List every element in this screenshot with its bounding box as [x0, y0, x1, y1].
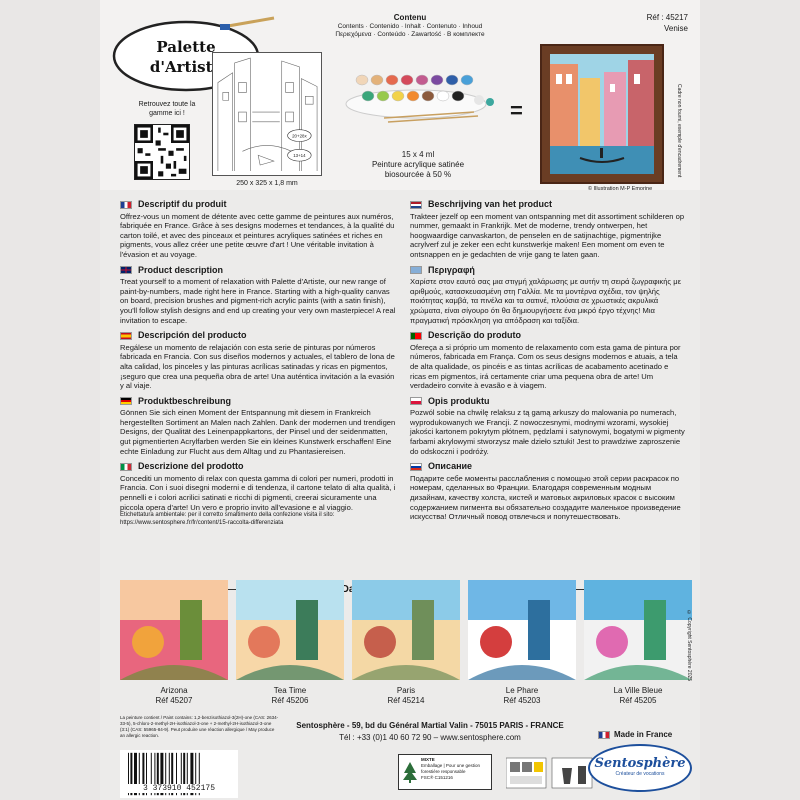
- flag-gr-icon: [410, 266, 422, 274]
- flag-pt-icon: [410, 332, 422, 340]
- collection-caption: [584, 686, 692, 706]
- barcode-number: 3 373910 452175: [120, 784, 238, 793]
- venice-painting-icon: [550, 54, 654, 174]
- flag-es-icon: [120, 332, 132, 340]
- qr-code[interactable]: [134, 124, 190, 180]
- paint-pot: [422, 91, 434, 101]
- reference-title: Venise: [663, 24, 688, 33]
- painting-icon: [120, 580, 228, 680]
- collection-thumbnail[interactable]: [584, 580, 692, 680]
- collection-ref: Réf 45207: [155, 696, 193, 705]
- description-text: Offrez-vous un moment de détente avec cette gamme de peintures aux numéros, fabriquée en France. Grâce à ses designs modernes et tendances, à la qualité du carton toilé, et avec des pinceaux et peintures acryliques satinées et riches en pigments, vous allez créer une petite œuvre d'art ! Une véritable invitation à l'évasion et au voyage.: [120, 211, 395, 259]
- fsc-title: MIXTE: [421, 757, 435, 762]
- description-heading: [120, 331, 396, 341]
- paint-qty: 15 x 4 ml: [401, 150, 435, 159]
- paint-pot: [377, 91, 389, 101]
- descriptions-right-column: [410, 200, 686, 528]
- description-en: [120, 266, 396, 326]
- flag-en-icon: [120, 266, 132, 274]
- sentosphere-logo: [588, 744, 692, 792]
- paint-pot: [386, 75, 398, 85]
- painting-icon: [468, 580, 576, 680]
- description-title: Produktbeschreibung: [138, 395, 232, 406]
- paint-type: Peinture acrylique satinée: [371, 160, 465, 169]
- paint-pot: [392, 91, 404, 101]
- collection-ref: Réf 45214: [387, 696, 425, 705]
- equals-sign: =: [510, 98, 523, 123]
- made-in-france: [598, 730, 672, 739]
- paint-description: [358, 150, 478, 180]
- product-back-sheet: [100, 0, 700, 800]
- sketch-label-b: 13+14: [293, 153, 306, 159]
- collection-caption: [120, 686, 228, 706]
- brand-name: Sentosphère: [594, 756, 686, 771]
- header-band: [100, 0, 700, 190]
- flag-pl-icon: [410, 397, 422, 405]
- paint-biosourced: biosourcée à 50 %: [384, 170, 452, 179]
- paint-pot: [431, 75, 443, 85]
- flag-fr-icon: [120, 201, 132, 209]
- flag-de-icon: [120, 397, 132, 405]
- description-pl: [410, 397, 686, 457]
- description-text: Ofereça a si próprio um momento de relaxamento com esta gama de pintura por números, fabricada em França. Com os seus designs modernos e atuais, a tela de alta qualidade, os pincéis e as tintas acrílicas de acabamento acetinado e ricas em pigmentos, irá certamente criar uma pequena obra de arte! Um verdadeiro convite à evasão e à viagem.: [410, 342, 681, 391]
- framed-venice-painting: [540, 44, 664, 184]
- description-heading: [410, 331, 686, 341]
- outer-margin-left: [0, 0, 100, 800]
- collection-thumbnail[interactable]: [236, 580, 344, 680]
- paint-pot: [416, 75, 428, 85]
- line-sketch: [212, 52, 322, 176]
- description-ru: [410, 462, 686, 522]
- collection-thumbnail[interactable]: [352, 580, 460, 680]
- fsc-line1: Emballage | Pour une gestion: [421, 763, 480, 768]
- logo-line1: Palette: [156, 38, 216, 56]
- description-text: Pozwól sobie na chwilę relaksu z tą gamą arkuszy do malowania po numerach, wyprodukowanych we Francji. Z nowoczesnymi, modnymi wzorami, wysokiej jakości kartonem pokrytym płótnem, pędzlami i satynowymi, bogatymi w pigmenty farbami akrylowymi stworzysz małe dzieło sztuki! Jest to prawdziwe zaproszenie do odskoczni i podróży.: [410, 408, 685, 456]
- contents-line2: Περιεχόμενα · Conteúdo · Zawartość · В комплекте: [335, 31, 485, 38]
- collection-caption: [236, 686, 344, 706]
- collection-name: La Ville Bleue: [613, 686, 663, 695]
- address-line: Sentosphère - 59, bd du Général Martial Valin - 75015 PARIS - FRANCE: [296, 721, 564, 730]
- paint-pot: [437, 91, 449, 101]
- description-heading: [120, 200, 396, 210]
- description-title: Описание: [428, 461, 473, 472]
- descriptions-left-column: [120, 200, 396, 533]
- description-title: Descripción del producto: [138, 330, 247, 341]
- frame-caption: Cadre non fourni, exemple d'encadrement: [676, 84, 682, 178]
- collection-name: Paris: [396, 686, 416, 695]
- collection-ref: Réf 45205: [619, 696, 657, 705]
- collection-thumbnail[interactable]: [468, 580, 576, 680]
- description-text: Подарите себе моменты расслабления с помощью этой серии раскрасок по номерам, сделанных во Франции. Благодаря современным модным дизайнам, качеству холста, кистей и матовых акриловых красок с высоким содержанием пигмента вы обязательно создадите маленькое произведение искусства! Отличный повод отвлечься и попутешествовать.: [410, 473, 681, 522]
- canvas-size: 250 x 325 x 1,8 mm: [236, 180, 298, 187]
- description-pt: [410, 331, 686, 391]
- reference-number: Réf : 45217: [646, 13, 688, 22]
- description-text: Regálese un momento de relajación con esta serie de pinturas por números fabricada en Francia. Con sus diseños modernos y actuales, el tablero de lona de alta calidad, los pinceles y las pinturas acrílicas satinadas y ricas en pigmentos, ¡seguro que crea una pequeña obra de arte! Una auténtica invitación a la evasión y al viaje.: [120, 342, 395, 391]
- painting-icon: [236, 580, 344, 680]
- description-title: Descriptif du produit: [138, 199, 227, 209]
- description-title: Descrição do produto: [428, 330, 522, 341]
- description-text: Treat yourself to a moment of relaxation with Palette d'Artiste, our new range of paint-by-numbers, made right here in France. Starting with a high-quality canvas on board, precision brushes and pigment-rich acrylic paints (with a satin finish), you'll follow stylish designs and end up creating your very own masterpiece! A real invitation to escape.: [120, 277, 396, 325]
- outer-margin-right: [700, 0, 800, 800]
- collection-name: Le Phare: [505, 686, 539, 695]
- collection-name: Arizona: [160, 686, 188, 695]
- description-heading: [410, 462, 686, 472]
- illustration-credit: © Illustration M-P Emorine: [588, 186, 653, 192]
- legal-notice: La peinture contient / Paint contains: 1,2-benzisothiazol-3(2H)-one (CAS: 2634-33-5), 5-chloro-2-methyl-2H-isothiazol-3-one + 2-methyl-2H-isothiazol-3-one (3:1) (CAS: 55965-84-9). Peut produire une réaction allergique / May produce an allergic reaction.: [120, 715, 279, 738]
- description-title: Περιγραφή: [428, 264, 475, 275]
- contents-heading: [330, 14, 490, 39]
- sketch-label-a: 20+28x: [292, 133, 307, 139]
- collection-thumbnail[interactable]: [120, 580, 228, 680]
- flag-ru-icon: [410, 463, 422, 471]
- description-heading: [410, 397, 686, 407]
- collection-caption: [468, 686, 576, 706]
- painting-icon: [584, 580, 692, 680]
- fsc-tree-icon: [402, 761, 418, 783]
- description-heading: [120, 266, 396, 276]
- paint-pot: [362, 91, 374, 101]
- description-heading: [120, 397, 396, 407]
- description-nl: [410, 200, 686, 260]
- description-de: [120, 397, 396, 457]
- recycling-icon: [506, 756, 594, 790]
- fsc-line2: forestière responsable: [421, 769, 466, 774]
- description-text: Trakteer jezelf op een moment van ontspanning met dit assortiment schilderen op nummer, gemaakt in Frankrijk. Met de moderne, trendy ontwerpen, het hoogwaardige canvaskarton, de penselen en de satijnachtige, pigmentrijke acrylverf zul je zeker een echt kunstwerkje maken! Een moment om even te ontsnappen en je gedachten de vrije gang te laten gaan.: [410, 211, 685, 259]
- description-text: Χαρίστε στον εαυτό σας μια στιγμή χαλάρωσης με αυτήν τη σειρά ζωγραφικής με αριθμούς, κατασκευασμένη στη Γαλλία. Με τα μοντέρνα σχέδια, τον ψηλής ποιότητας καμβά, τα πινέλα και τα σατινέ, πλούσια σε χρωστικές ακρυλικά χρώματα, είναι σίγουρο ότι θα δημιουργήσετε ένα μικρό έργο τέχνης! Μια πραγματική πρόσκληση για απόδραση και ταξίδια.: [410, 277, 681, 325]
- collection-ref: Réf 45206: [271, 696, 309, 705]
- contact-line: Tél : +33 (0)1 40 60 72 90 – www.sentosphere.com: [339, 733, 521, 742]
- description-it: [120, 462, 396, 527]
- description-text: Gönnen Sie sich einen Moment der Entspannung mit diesem in Frankreich hergestellten Sortiment an Malen nach Zahlen. Dank der modernen und trendigen Designs, der Qualität des Leinenpappkartons, der Pinsel und der seidenmatten, gut pigmentierten Acrylfarben werden Sie ein kleines Kunstwerk erschaffen! Eine echte Einladung zur Flucht aus dem Alltag und zu Phantasiereisen.: [120, 408, 396, 456]
- paint-pot: [371, 75, 383, 85]
- paint-pot: [452, 91, 464, 101]
- description-title: Opis produktu: [428, 395, 490, 406]
- paint-pot: [401, 75, 413, 85]
- description-text: Concediti un momento di relax con questa gamma di colori per numeri, prodotti in Francia. Con i suoi disegni moderni e di tendenza, il cartone telato di alta qualità, i pennelli e i colori acrilici satinati e ricchi di pigmenti, creerai sicuramente una piccola opera d'arte! Un vero e proprio invito all'evasione e al viaggio.: [120, 473, 396, 512]
- collection-caption: [352, 686, 460, 706]
- paint-pot: [407, 91, 419, 101]
- company-address: [290, 720, 570, 744]
- paint-pot: [356, 75, 368, 85]
- copyright: © Copyright Sentosphère 2025: [686, 610, 692, 682]
- flag-it-icon: [120, 463, 132, 471]
- description-fr: [120, 200, 396, 260]
- description-heading: [410, 266, 686, 276]
- contents-title: Contenu: [393, 13, 427, 22]
- description-es: [120, 331, 396, 391]
- description-heading: [410, 200, 686, 210]
- france-flag-icon: [598, 731, 610, 739]
- description-heading: [120, 462, 396, 472]
- contents-line1: Contents · Contenido · Inhalt · Contenuto · Inhoud: [337, 23, 483, 30]
- collection-ref: Réf 45203: [503, 696, 541, 705]
- qr-caption: Retrouvez toute la gamme ici !: [138, 101, 196, 117]
- painting-icon: [352, 580, 460, 680]
- description-title: Beschrijving van het product: [428, 199, 553, 209]
- fsc-code: FSC® C151216: [421, 775, 453, 780]
- fsc-label: [398, 754, 492, 790]
- description-title: Product description: [138, 264, 224, 275]
- paint-pot: [461, 75, 473, 85]
- made-in-label: Made in France: [614, 730, 673, 739]
- description-title: Descrizione del prodotto: [138, 461, 244, 472]
- flag-nl-icon: [410, 201, 422, 209]
- recycling-note: Etichettatura ambientale: per il corretto smaltimento della confezione visita il sito: https://www.sentosphere.fr/fr/content/15-raccolta-differenziata: [120, 512, 335, 526]
- reference-block: [647, 12, 688, 34]
- collection-name: Tea Time: [273, 686, 307, 695]
- logo-line2: d'Artiste: [149, 58, 223, 76]
- paint-pot: [446, 75, 458, 85]
- paint-palette-image: [344, 60, 494, 124]
- description-gr: [410, 266, 686, 326]
- brand-tagline: Créateur de vocations: [615, 771, 665, 777]
